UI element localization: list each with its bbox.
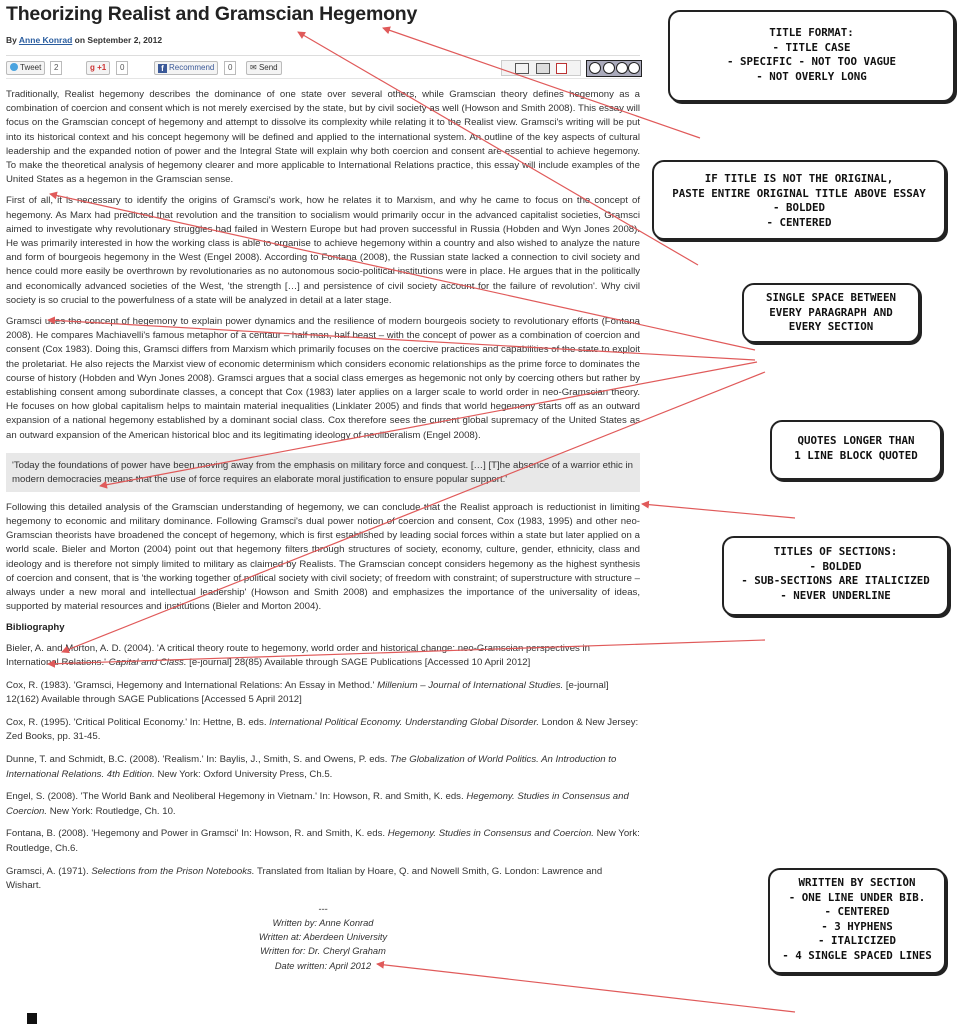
date-written-line: Date written: April 2012 xyxy=(274,960,372,971)
annotation-section-titles xyxy=(722,536,949,616)
bibliography-text: London & New Jersey: Zed Books, pp. 31-45. xyxy=(6,716,639,743)
bibliography-heading: Bibliography xyxy=(6,621,65,633)
annotation-line: - CENTERED xyxy=(824,905,890,918)
annotation-line: PASTE ENTIRE ORIGINAL TITLE ABOVE ESSAY xyxy=(672,186,926,200)
annotation-line: - NEVER UNDERLINE xyxy=(780,588,891,602)
annotation-line: - CENTERED xyxy=(766,215,832,229)
facebook-icon: f xyxy=(158,64,167,73)
annotation-line: - TITLE CASE xyxy=(772,40,851,54)
send-icon: ✉ xyxy=(250,63,257,72)
bibliography-text: Bieler, A. and Morton, A. D. (2004). 'A critical theory route to hegemony, world order and historical change: neo-Gramscian perspectives in International Relations.' xyxy=(6,642,590,669)
bibliography-italic: Capital and Class. xyxy=(108,657,187,669)
annotation-line: - ONE LINE UNDER BIB. xyxy=(788,890,926,904)
annotation-line: SINGLE SPACE BETWEEN xyxy=(765,291,896,304)
annotation-line: - NOT OVERLY LONG xyxy=(756,69,867,83)
bibliography-text: Translated from Italian by Hoare, Q. and Nowell Smith, G. London: Lawrence and Wishart. xyxy=(6,865,603,892)
bibliography-text: [e-journal] 12(162) Available through SAGE Publications [Accessed 5 April 2012] xyxy=(6,679,609,706)
annotation-line: IF TITLE IS NOT THE ORIGINAL, xyxy=(704,172,894,185)
annotation-line: - 3 HYPHENS xyxy=(821,919,893,933)
annotation-written-by xyxy=(768,868,946,974)
recommend-label: Recommend xyxy=(169,63,215,72)
written-by-line: Written by: Anne Konrad xyxy=(272,918,374,929)
author-link[interactable]: Anne Konrad xyxy=(18,35,73,45)
bibliography-italic: Hegemony. Studies in Consensus and Coercion. xyxy=(6,791,629,817)
bibliography-italic: The Globalization of World Politics. An Introduction to International Relations. 4th Edition. xyxy=(6,754,617,780)
annotation-line: - 4 SINGLE SPACED LINES xyxy=(782,948,932,962)
bibliography-text: Cox, R. (1995). 'Critical Political Economy.' In: Hettne, B. eds. xyxy=(6,716,270,728)
bibliography-italic: International Political Economy. Understanding Global Disorder. xyxy=(269,716,539,728)
annotation-line: 1 LINE BLOCK QUOTED xyxy=(794,448,918,462)
bibliography-italic: Hegemony. Studies in Consensus and Coercion. xyxy=(387,828,594,840)
bibliography-text: New York: Routledge, Ch. 10. xyxy=(47,805,176,817)
gplus-count: 0 xyxy=(116,61,128,75)
recommend-count: 0 xyxy=(224,61,236,75)
gplus-label: +1 xyxy=(97,63,107,72)
tweet-count: 2 xyxy=(50,61,62,75)
annotation-title-format xyxy=(668,10,955,102)
annotation-line: - BOLDED xyxy=(809,559,862,573)
bibliography-text: Cox, R. (1983). 'Gramsci, Hegemony and International Relations: An Essay in Method.' xyxy=(6,679,378,691)
tweet-label: Tweet xyxy=(20,63,42,72)
annotation-line: TITLE FORMAT: xyxy=(769,26,854,39)
bibliography-text: Dunne, T. and Schmidt, B.C. (2008). 'Realism.' In: Baylis, J., Smith, S. and Owens, P. eds. xyxy=(6,754,391,766)
paragraph: Gramsci uses the concept of hegemony to explain power dynamics and the resilience of modern bourgeois society to revolutionary efforts (Fontana 2008). He compares Machiavelli's famous metaphor of a centaur – half man, half beast – with the concept of power as a combination of coercion and consent (Cox 1983). Doing this, Gramsci differs from Marxism which primarily focuses on the coercive practices and capabilities of the state to exploit the proletariat. He also rejects the Marxist view of economic determinism which considers economic relationships as the prime force to dominates the course of history (Hobden and Wyn Jones 2008). Gramsci argues that a social class emerges as hegemonic not only by coercing others but rather by establishing consent among subordinate classes, a concept that Cox (1983) later applies on a larger scale to world order in neo-Gramscian theory. He focuses on how global capitalism helps to maintain material inequalities (Linklater 2005) and finds that world hegemony starts off as an outward expansion of a national hegemony established by a dominant social class. Cox therefore sees the current global supremacy of the United States as an outward expansion of the American historical bloc and its legitimating ideology of neoliberalism (Engel 2008). xyxy=(6,316,640,441)
annotation-line: EVERY PARAGRAPH AND xyxy=(769,305,893,319)
written-at-line: Written at: Aberdeen University xyxy=(258,932,388,943)
paragraph: Traditionally, Realist hegemony describes the dominance of one state over several others, while Gramscian theory defines hegemony as a combination of coercion and consent which is not merely exercised by the state, but by civil society as well (Howson and Smith 2008). This essay will focus on the Gramscian concept of hegemony and attempt to dissolve its complexity while relating it to the Realist view. Gramsci's writing will be put into its historical context and his concept hegemony will be defined and applied to the international system. An outline of the key aspects of cultural leadership and the expanded notion of power and the Integral State will explain why both coercion and consent are essential to achieve hegemony. To make the theoretical analysis of hegemony clearer and more applicable to International Relations practice, this essay will include examples of the United States as a hegemon in the Gramscian sense. xyxy=(6,89,640,186)
byline-prefix: By xyxy=(6,35,19,45)
annotation-line: - ITALICIZED xyxy=(817,934,896,947)
paragraph: First of all, it is necessary to identify the origins of Gramsci's work, how he relates it to Marxism, and why he came to focus on the concept of hegemony. As Marx had predicted that revolution and the transition to socialism would primarily occur in the advanced capitalist societies, Gramsci aimed to investigate why revolutionary struggles had failed in Western Europe but had proven successful in Russia (Hobden and Wyn Jones 2008). He was primarily interested in how the working class is able to organise to achieve hegemony within a country and also wished to analyze the nature and form of bourgeois hegemony in the West (Engel 2008). According to Fontana (2008), the Russian state lacked a connection to civil society and hence could more easily be overthrown by revolutionaries as no autonomous socio-political institutions were in place. He argues that in the politically and economically advanced societies of the West, 'the strength […] and persistence of civil society account for the failure of revolution'. Why civil society is so crucial to the powerfulness of a state will be analyzed in detail at a later stage. xyxy=(6,195,640,306)
send-label: Send xyxy=(258,63,278,72)
gplus-icon: g xyxy=(90,63,95,72)
annotation-line: QUOTES LONGER THAN xyxy=(797,434,915,447)
annotation-line: - SUB-SECTIONS ARE ITALICIZED xyxy=(741,574,930,587)
bibliography-italic: Millenium – Journal of International Studies. xyxy=(377,679,564,691)
annotation-line: EVERY SECTION xyxy=(788,320,874,333)
byline-date: on September 2, 2012 xyxy=(72,35,163,45)
bibliography-text: [e-journal] 28(85) Available through SAGE Publications [Accessed 10 April 2012] xyxy=(186,657,531,669)
article-title: Theorizing Realist and Gramscian Hegemony xyxy=(6,3,418,25)
paragraph: Following this detailed analysis of the Gramscian understanding of hegemony, we can conclude that the Realist approach is reductionist in limiting hegemony to economic and military dominance. Following Gramsci's dual power notion of coercion and consent, Cox (1983, 1995) and other neo-Gramscian theorists have broadened the concept of hegemony, which is first established by leading social forces within a state but later applied on a world scale. Bieler and Morton (2004) point out that hegemony filters through structures of society, economy, culture, gender, ethnicity, class and ideology and is therefore not simply limited to military as claimed by Realists. The Gramscian concept considers hegemony as the highest synthesis of coercion and consent, that is 'the working together of political society with civil society; of freedom with constraint; of superstructure with structure – always under a new moral and intellectual leadership' (Howson and Smith 2008) and emphasizes the importance of the universality of ideas, supported by material resources and institutions (Bieler and Morton 2004). xyxy=(6,501,640,613)
block-quote: 'Today the foundations of power have been moving away from the emphasis on military force and conquest. […] [T]he absence of a warrior ethic in modern democracies means that the use of force requires an elaborate moral justification to ensure popular support.' xyxy=(6,453,640,492)
bibliography-italic: Selections from the Prison Notebooks. xyxy=(91,865,255,877)
annotation-line: TITLES OF SECTIONS: xyxy=(773,545,898,558)
annotation-original-title xyxy=(652,160,946,240)
bibliography-text: Engel, S. (2008). 'The World Bank and Neoliberal Hegemony in Vietnam.' In: Howson, R. and Smith, K. eds. xyxy=(6,791,467,803)
annotation-block-quote xyxy=(770,420,942,480)
written-separator: --- xyxy=(318,903,328,914)
annotation-line: - SPECIFIC - NOT TOO VAGUE xyxy=(726,55,896,68)
annotation-line: - BOLDED xyxy=(772,201,825,214)
bibliography-text: New York: Routledge, Ch.6. xyxy=(6,828,640,855)
bibliography-text: Fontana, B. (2008). 'Hegemony and Power in Gramsci' In: Howson, R. and Smith, K. eds. xyxy=(6,828,388,840)
bibliography-text: New York: Oxford University Press, Ch.5. xyxy=(154,768,333,780)
bibliography-text: Gramsci, A. (1971). xyxy=(6,865,92,877)
annotation-single-space xyxy=(742,283,920,343)
written-for-line: Written for: Dr. Cheryl Graham xyxy=(260,946,386,957)
annotation-line: WRITTEN BY SECTION xyxy=(798,876,916,889)
